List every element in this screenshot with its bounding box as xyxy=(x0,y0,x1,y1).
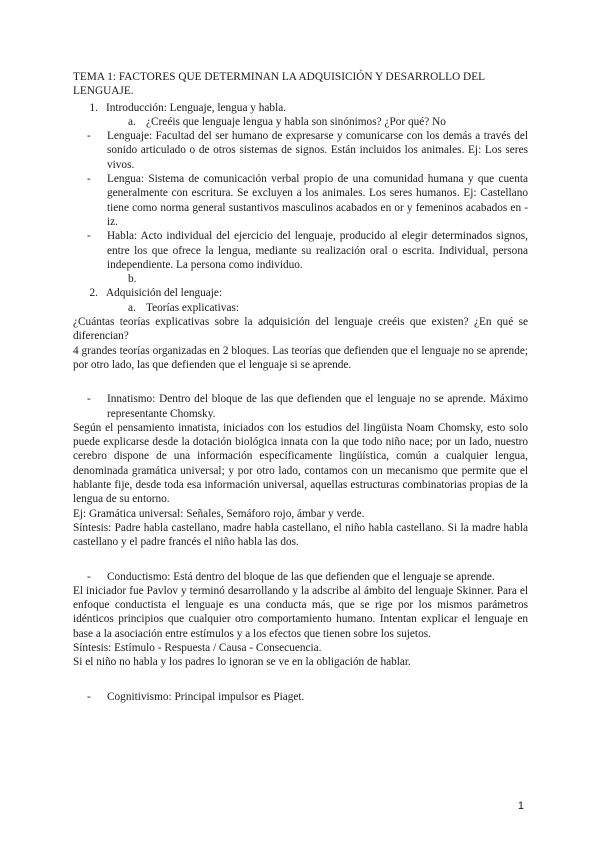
spacer xyxy=(73,670,528,690)
conductismo-paragraph: El iniciador fue Pavlov y terminó desarrollando y la adscribe al ámbito del lenguaje Skinner. Para el enfoque conductista el lenguaje es una conducta más, que se rige por los mismos parámetros idénticos principios que cualquier otro comportamiento humano. Intentan explicar el lenguaje en base a la asociación entre estímulos y a los efectos que tienen sobre los sujetos. xyxy=(73,584,528,640)
bullet-marker: - xyxy=(87,570,91,583)
spacer xyxy=(73,550,528,570)
bullet-text: Habla: Acto individual del ejercicio del lenguaje, producido al elegir determinados signos, entre los que ofrece la lengua, mediante su realización oral o escrita. Individual, persona independiente. La persona como individuo. xyxy=(107,230,528,271)
bullet-text: Innatismo: Dentro del bloque de las que defienden que el lenguaje no se aprende. Máximo representante Chomsky. xyxy=(107,393,528,420)
bullet-marker: - xyxy=(87,393,91,406)
bullet-text: Cognitivismo: Principal impulsor es Piaget. xyxy=(107,690,305,703)
page-number: 1 xyxy=(517,800,524,812)
section-2-heading xyxy=(73,286,528,300)
conductismo-synthesis: Síntesis: Estímulo - Respuesta / Causa - Consecuencia. xyxy=(73,641,322,654)
bullet-text: Conductismo: Está dentro del bloque de las que defienden que el lenguaje se aprende. xyxy=(107,570,495,583)
bullet-marker: - xyxy=(87,130,91,143)
bullet-lengua xyxy=(87,172,528,229)
spacer xyxy=(73,372,528,392)
section-1-subitem-b xyxy=(73,272,528,286)
answer-paragraph: 4 grandes teorías organizadas en 2 bloques. Las teorías que defienden que el lenguaje no se aprende; por otro lado, las que defienden que el lenguaje si se aprende. xyxy=(73,344,528,371)
bullet-habla xyxy=(87,229,528,272)
bullet-marker: - xyxy=(87,230,91,243)
section-2-title: Adquisición del lenguaje: xyxy=(106,287,223,300)
bullet-innatismo xyxy=(87,392,528,421)
bullet-text: Lenguaje: Facultad del ser humano de expresarse y comunicarse con los demás a través del sonido articulado o de otros sistemas de signos. Están incluidos los animales. Ej: Los seres vivos. xyxy=(107,130,528,171)
section-1-title: Introducción: Lenguaje, lengua y habla. xyxy=(106,101,287,114)
bullet-marker: - xyxy=(87,690,91,703)
subitem-a-text: Teorías explicativas: xyxy=(146,301,240,314)
section-1-number: 1. xyxy=(89,101,98,114)
question-paragraph: ¿Cuántas teorías explicativas sobre la adquisición del lenguaje creéis que existen? ¿En qué se diferencian? xyxy=(73,316,528,343)
document-page xyxy=(73,70,528,704)
bullet-marker: - xyxy=(87,173,91,186)
bullet-conductismo xyxy=(87,570,528,584)
bullet-lenguaje xyxy=(87,129,528,172)
subitem-a-marker: a. xyxy=(128,115,136,128)
innatismo-synthesis: Síntesis: Padre habla castellano, madre habla castellano, el niño habla castellano. Si la madre habla castellano y el padre francés el niño habla las dos. xyxy=(73,521,528,549)
subitem-a-marker: a. xyxy=(128,301,136,314)
document-title: TEMA 1: FACTORES QUE DETERMINAN LA ADQUISICIÓN Y DESARROLLO DEL LENGUAJE. xyxy=(73,71,485,98)
bullet-text: Lengua: Sistema de comunicación verbal propio de una comunidad humana y que cuenta generalmente con escritura. Se excluyen a los animales. Los seres humanos. Ej: Castellano tiene como norma general sustantivos masculinos acabados en or y femeninos acabados en -iz. xyxy=(107,173,528,228)
conductismo-note: Si el niño no habla y los padres lo ignoran se ve en la obligación de hablar. xyxy=(73,656,411,669)
subitem-a-text: ¿Creéis que lenguaje lengua y habla son sinónimos? ¿Por qué? No xyxy=(146,115,446,128)
subitem-b-marker: b. xyxy=(128,273,137,286)
section-1-heading xyxy=(73,101,528,115)
section-2-number: 2. xyxy=(89,287,98,300)
bullet-cognitivismo xyxy=(87,690,528,704)
section-2-subitem-a xyxy=(73,301,528,315)
innatismo-paragraph: Según el pensamiento innatista, iniciados con los estudios del lingüista Noam Chomsky, esto solo puede explicarse desde la dotación biológica innata con la que todo niño nace; por un lado, nuestro cerebro dispone de una información específicamente lingüística, común a cualquier lengua, denominada gramática universal; y por otro lado, contamos con un mecanismo que permite que el hablante fije, desde toda esa información universal, aquellas estructuras combinatorias propias de la lengua de su entorno. xyxy=(73,421,528,506)
section-1-subitem-a xyxy=(73,115,528,129)
innatismo-example: Ej: Gramática universal: Señales, Semáforo rojo, ámbar y verde. xyxy=(73,507,365,520)
